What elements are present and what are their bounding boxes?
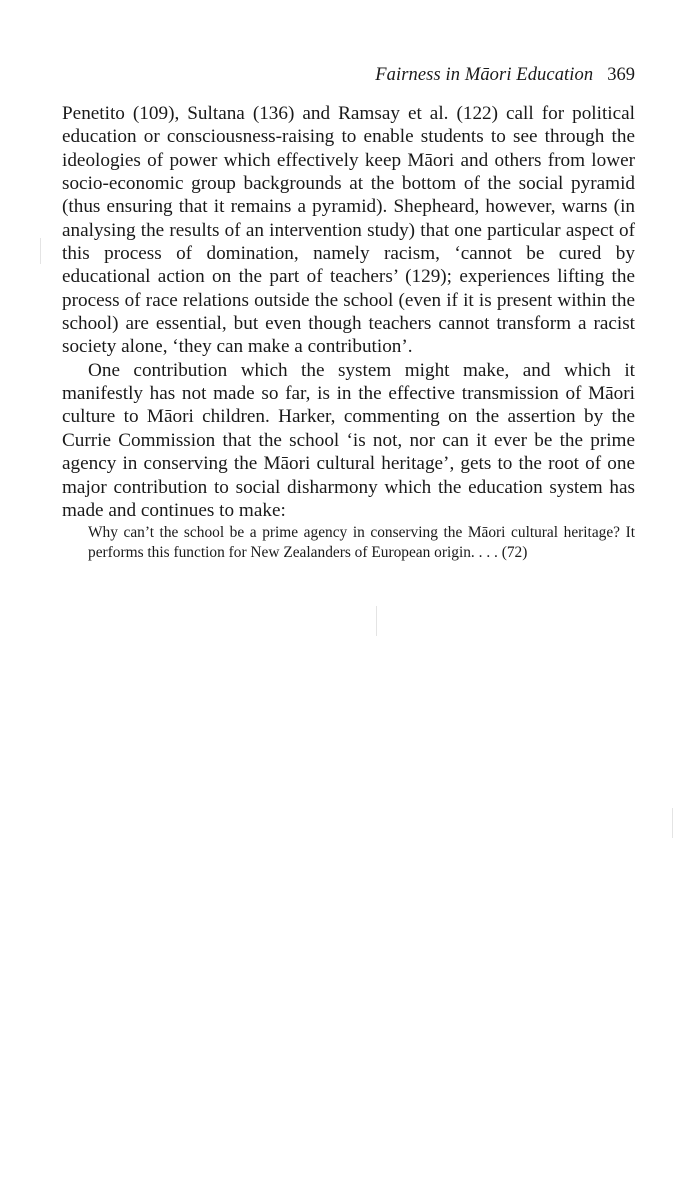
paragraph: Penetito (109), Sultana (136) and Ramsay et al. (122) call for political education or consciousness-raising to enable students to see through the ideologies of power which effectively keep Māori and others from lower socio-economic group backgrounds at the bottom of the social pyramid (thus ensuring that it remains a pyramid). Shepheard, however, warns (in analysing the results of an intervention study) that one particular aspect of this process of domination, namely racism, ‘cannot be cured by educational action on the part of teachers’ (129); experiences lifting the process of race relations outside the school (even if it is present within the school) are essential, but even though teachers cannot transform a racist society alone, ‘they can make a contribution’. [62, 103, 635, 358]
scan-mark [376, 606, 377, 636]
scan-mark [672, 808, 673, 838]
block-quote: Why can’t the school be a prime agency in conserving the Māori cultural heritage? It performs this function for New Zealanders of European origin. . . . (72) [88, 524, 635, 562]
page-number: 369 [607, 65, 635, 85]
body-text [62, 102, 635, 564]
paragraph: One contribution which the system might make, and which it manifestly has not made so far, is in the effective transmission of Māori culture to Māori children. Harker, commenting on the assertion by the Currie Commission that the school ‘is not, nor can it ever be the prime agency in conserving the Māori cultural heritage’, gets to the root of one major contribution to social disharmony which the education system has made and continues to make: [62, 359, 635, 521]
scan-mark [40, 238, 41, 264]
running-head [62, 64, 635, 86]
running-title: Fairness in Māori Education [375, 65, 594, 85]
